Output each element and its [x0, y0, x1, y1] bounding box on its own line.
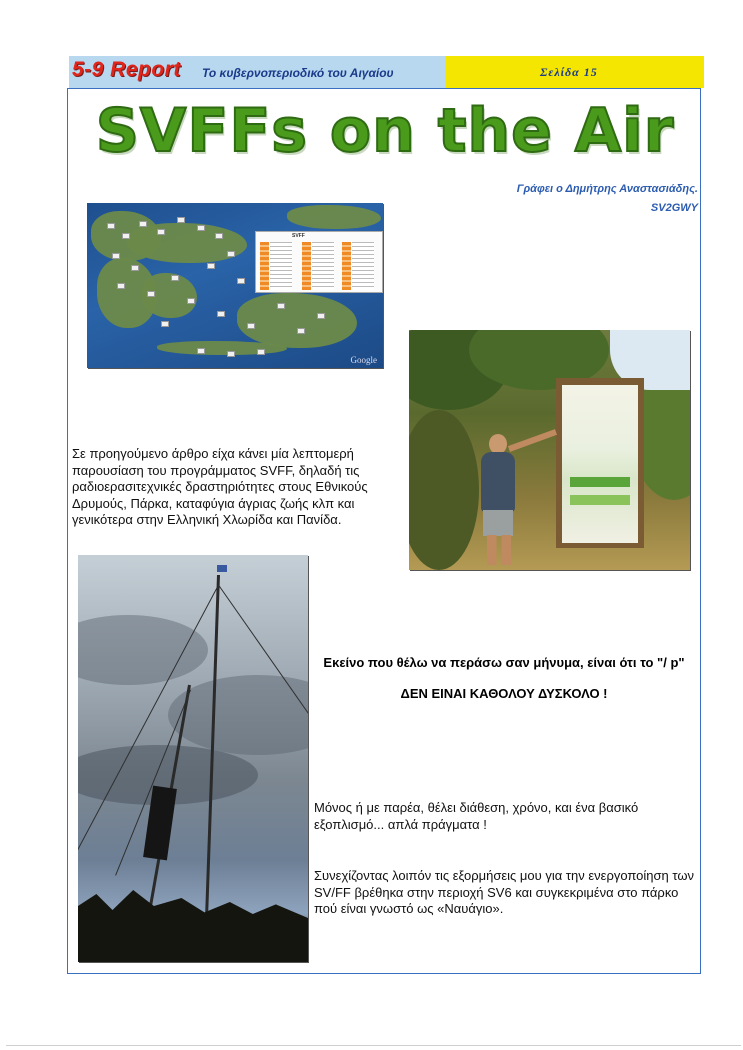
photo-antenna-mast: [78, 555, 308, 962]
map-marker: [197, 225, 205, 231]
table-column: [312, 242, 334, 290]
map-marker: [177, 217, 185, 223]
photo-operator-at-sign: [409, 330, 690, 570]
body-paragraph-3: Συνεχίζοντας λοιπόν τις εξορμήσεις μου για την ενεργοποίηση των SV/FF βρέθηκα στην περιοχή SV6 και συγκεκριμένα στο πάρκο πού είναι γνωστό ως «Ναυάγιο».: [314, 868, 694, 916]
byline: [517, 180, 698, 218]
body-paragraph-2: Μόνος ή με παρέα, θέλει διάθεση, χρόνο, και ένα βασικό εξοπλισμό... απλά πράγματα !: [314, 800, 639, 832]
sign-graphic: [570, 495, 630, 505]
map-watermark: Google: [350, 355, 377, 365]
svff-list-table: [255, 231, 383, 293]
map-marker: [187, 298, 195, 304]
table-column: [342, 242, 351, 290]
map-marker: [117, 283, 125, 289]
map-marker: [277, 303, 285, 309]
map-marker: [197, 348, 205, 354]
page-number: Σελίδα 15: [540, 65, 598, 79]
info-sign-board: [562, 385, 638, 543]
map-marker: [227, 251, 235, 257]
map-marker: [317, 313, 325, 319]
svff-map-image: [87, 203, 383, 368]
person-arm: [508, 429, 557, 452]
page-bottom-rule: [6, 1045, 741, 1046]
table-column: [260, 242, 269, 290]
map-marker: [147, 291, 155, 297]
byline-callsign: SV2GWY: [650, 202, 698, 214]
map-marker: [107, 223, 115, 229]
sign-graphic: [570, 477, 630, 487]
article-title: SVFFs on the Air: [95, 96, 675, 166]
quote-line-1: Εκείνο που θέλω να περάσω σαν μήνυμα, είναι ότι το "/ p": [323, 655, 685, 670]
quote-line-2: ΔΕΝ ΕΙΝΑΙ ΚΑΘΟΛΟΥ ΔΥΣΚΟΛΟ !: [400, 686, 608, 701]
person-head: [489, 434, 507, 454]
map-marker: [217, 311, 225, 317]
person-legs: [487, 535, 511, 565]
map-marker: [131, 265, 139, 271]
magazine-subtitle: Το κυβερνοπεριοδικό του Αιγαίου: [202, 66, 394, 80]
tree-foliage: [409, 410, 479, 570]
svff-table-caption: SVFF: [292, 233, 305, 239]
map-marker: [122, 233, 130, 239]
table-column: [270, 242, 292, 290]
map-landmass: [287, 205, 381, 229]
map-marker: [157, 229, 165, 235]
map-landmass: [237, 293, 357, 348]
table-column: [352, 242, 374, 290]
intro-paragraph: Σε προηγούμενο άρθρο είχα κάνει μία λεπτομερή παρουσίαση του προγράμματος SVFF, δηλαδή τις ραδιοερασιτεχνικές δραστηριότητες στους Εθνικούς Δρυμούς, Πάρκα, καταφύγια άγριας ζωής κλπ και γενικότερα στην Ελληνική Χλωρίδα και Πανίδα.: [72, 446, 368, 527]
map-marker: [297, 328, 305, 334]
byline-author: Γράφει ο Δημήτρης Αναστασιάδης.: [516, 183, 698, 195]
map-marker: [227, 351, 235, 357]
cloud: [78, 615, 208, 685]
mast-flag: [217, 565, 227, 572]
table-column: [302, 242, 311, 290]
person-shirt: [481, 452, 515, 512]
map-marker: [161, 321, 169, 327]
highlight-quote: [312, 655, 696, 701]
magazine-brand: 5-9 Report: [72, 58, 181, 81]
map-marker: [215, 233, 223, 239]
treeline-silhouette: [78, 882, 308, 962]
map-marker: [247, 323, 255, 329]
map-landmass: [127, 223, 247, 263]
map-landmass: [157, 341, 287, 355]
person-shorts: [483, 510, 513, 536]
map-marker: [207, 263, 215, 269]
map-marker: [112, 253, 120, 259]
map-marker: [257, 349, 265, 355]
map-marker: [139, 221, 147, 227]
map-marker: [171, 275, 179, 281]
map-marker: [237, 278, 245, 284]
